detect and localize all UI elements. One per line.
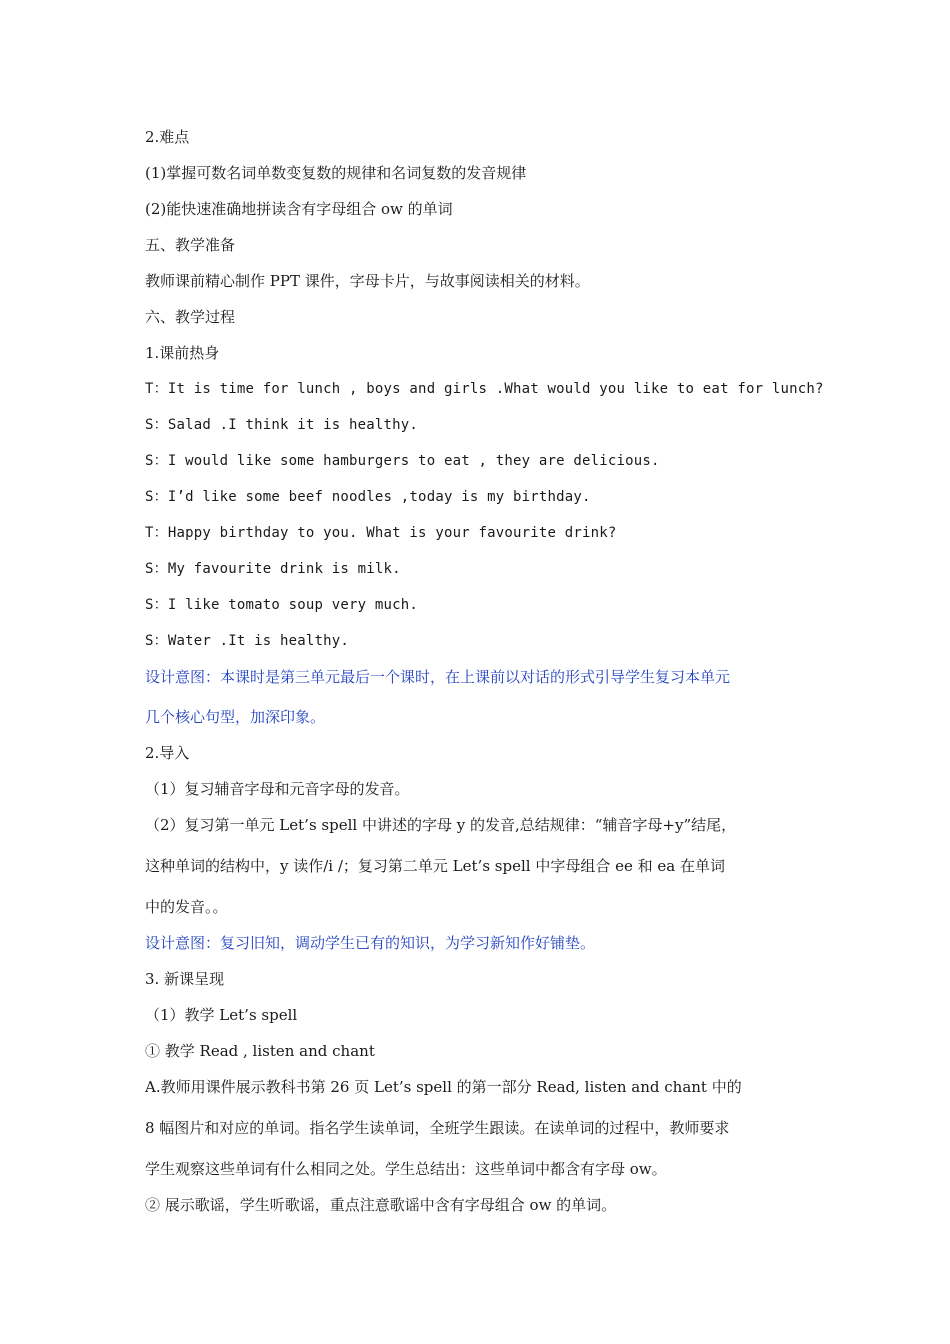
- dialogue-line: S：Salad .I think it is healthy.: [145, 417, 419, 433]
- heading-new-lesson: 3. 新课呈现: [145, 970, 225, 988]
- heading-preparation: 五、教学准备: [145, 236, 236, 254]
- new-lesson-paragraph-a-cont: 8 幅图片和对应的单词。指名学生读单词，全班学生跟读。在读单词的过程中，教师要求: [145, 1119, 730, 1137]
- heading-warmup: 1.课前热身: [145, 344, 220, 362]
- dialogue-line: S：I like tomato soup very much.: [145, 597, 419, 613]
- new-lesson-paragraph-a: A.教师用课件展示教科书第 26 页 Let’s spell 的第一部分 Read, listen and chant 中的: [145, 1078, 742, 1096]
- dialogue-line: S：I would like some hamburgers to eat , they are delicious.: [145, 453, 660, 469]
- difficulty-item-1: (1)掌握可数名词单数变复数的规律和名词复数的发音规律: [145, 164, 527, 182]
- dialogue-line: T：Happy birthday to you. What is your favourite drink?: [145, 525, 617, 541]
- design-intent-line: 设计意图：本课时是第三单元最后一个课时，在上课前以对话的形式引导学生复习本单元: [145, 668, 731, 686]
- new-lesson-subitem-2: ② 展示歌谣，学生听歌谣，重点注意歌谣中含有字母组合 ow 的单词。: [145, 1196, 617, 1214]
- introduction-item-2: （2）复习第一单元 Let’s spell 中讲述的字母 y 的发音,总结规律：“辅音字母+y”结尾，: [145, 816, 737, 834]
- new-lesson-item-1: （1）教学 Let’s spell: [145, 1006, 298, 1024]
- difficulty-item-2: (2)能快速准确地拼读含有字母组合 ow 的单词: [145, 200, 453, 218]
- design-intent-line: 几个核心句型，加深印象。: [145, 708, 326, 726]
- dialogue-line: S：My favourite drink is milk.: [145, 561, 401, 577]
- heading-introduction: 2.导入: [145, 744, 190, 762]
- introduction-item-1: （1）复习辅音字母和元音字母的发音。: [145, 780, 410, 798]
- dialogue-line: S：Water .It is healthy.: [145, 633, 350, 649]
- dialogue-line: S：I’d like some beef noodles ,today is my birthday.: [145, 489, 591, 505]
- heading-process: 六、教学过程: [145, 308, 236, 326]
- introduction-item-2-cont: 中的发音。。: [145, 898, 228, 916]
- heading-difficulties: 2.难点: [145, 128, 190, 146]
- new-lesson-paragraph-a-cont: 学生观察这些单词有什么相同之处。学生总结出：这些单词中都含有字母 ow。: [145, 1160, 667, 1178]
- design-intent-line: 设计意图：复习旧知，调动学生已有的知识，为学习新知作好铺垫。: [145, 934, 596, 952]
- introduction-item-2-cont: 这种单词的结构中，y 读作/i /；复习第二单元 Let’s spell 中字母组合 ee 和 ea 在单词: [145, 857, 725, 875]
- preparation-text: 教师课前精心制作 PPT 课件，字母卡片，与故事阅读相关的材料。: [145, 272, 590, 290]
- dialogue-line: T：It is time for lunch , boys and girls .What would you like to eat for lunch?: [145, 381, 824, 397]
- new-lesson-subitem-1: ① 教学 Read , listen and chant: [145, 1042, 375, 1060]
